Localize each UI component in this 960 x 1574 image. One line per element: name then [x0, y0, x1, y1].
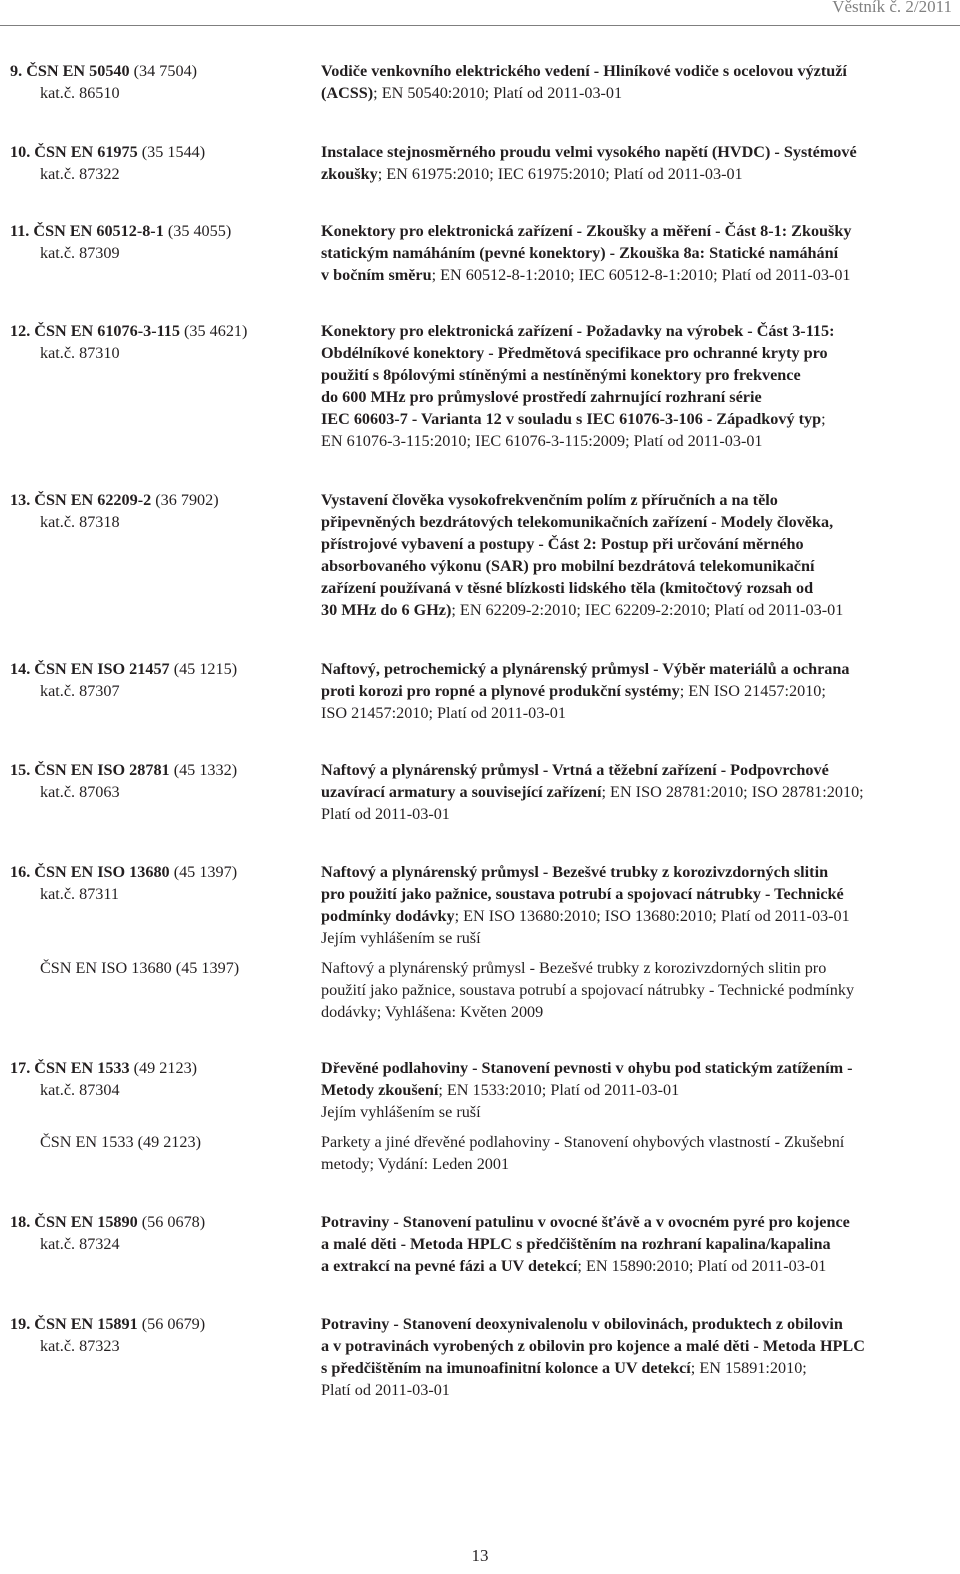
meta-text: ; EN 62209-2:2010; IEC 62209-2:2010; Platí od 2011-03-01 [451, 601, 844, 619]
title-text: pro použití jako pažnice, soustava potrubí a spojovací nátrubky - Technické [321, 885, 844, 903]
standard-code [10, 759, 310, 781]
title-text: Obdélníkové konektory - Předmětová specifikace pro ochranné kryty pro [321, 344, 828, 362]
meta-text: ; EN ISO 21457:2010; [679, 682, 826, 700]
description-line [321, 1255, 951, 1277]
standard-number: 19. ČSN EN 15891 [10, 1315, 138, 1333]
standard-description [321, 141, 951, 185]
standard-description [321, 220, 951, 286]
description-line [321, 1057, 951, 1079]
standard-description [321, 60, 951, 104]
description-line [321, 1379, 951, 1401]
standard-code [10, 1057, 310, 1079]
title-text: a v potravinách vyrobených z obilovin pro kojence a malé děti - Metoda HPLC [321, 1337, 865, 1355]
title-text: použití s 8pólovými stíněnými a nestíněnými konektory pro frekvence [321, 366, 801, 384]
journal-issue-title: Věstník č. 2/2011 [832, 0, 952, 16]
description-line [321, 702, 951, 724]
catalog-number: kat.č. 87322 [40, 165, 120, 183]
title-text: statickým namáháním (pevné konektory) - Zkouška 8a: Statické namáhání [321, 244, 839, 262]
standard-code [10, 861, 310, 883]
standard-code [10, 320, 310, 342]
replaced-standard-description [321, 957, 951, 1023]
catalog-number: kat.č. 87309 [40, 244, 120, 262]
meta-text: Platí od 2011-03-01 [321, 1381, 450, 1399]
title-text: Potraviny - Stanovení deoxynivalenolu v obilovinách, produktech z obilovin [321, 1315, 843, 1333]
description-line [321, 883, 951, 905]
standard-code-column [10, 141, 310, 185]
title-text: Vystavení člověka vysokofrekvenčním polím z příručních a na tělo [321, 491, 778, 509]
description-line [321, 320, 951, 342]
description-line [321, 1079, 951, 1101]
meta-text: ; EN ISO 13680:2010; ISO 13680:2010; Platí od 2011-03-01 [454, 907, 850, 925]
standard-description [321, 658, 951, 724]
title-text: Naftový, petrochemický a plynárenský průmysl - Výběr materiálů a ochrana [321, 660, 850, 678]
class-code: (36 7902) [151, 491, 219, 509]
title-text: zařízení používaná v těsné blízkosti lidského těla (kmitočtový rozsah od [321, 579, 814, 597]
standard-code-column [10, 759, 310, 803]
replaced-description-line: dodávky; Vyhlášena: Květen 2009 [321, 1003, 544, 1021]
description-line [321, 759, 951, 781]
description-line [321, 555, 951, 577]
meta-text: ; EN 61975:2010; IEC 61975:2010; Platí od 2011-03-01 [377, 165, 743, 183]
standard-number: 11. ČSN EN 60512-8-1 [10, 222, 164, 240]
description-line [321, 489, 951, 511]
class-code: (35 4621) [179, 322, 248, 340]
description-line [321, 220, 951, 242]
title-text: a malé děti - Metoda HPLC s předčištěním na rozhraní kapalina/kapalina [321, 1235, 831, 1253]
catalog-number: kat.č. 87304 [40, 1081, 120, 1099]
description-line [321, 1357, 951, 1379]
title-text: Konektory pro elektronická zařízení - Požadavky na výrobek - Část 3-115: [321, 322, 835, 340]
title-text: a extrakcí na pevné fázi a UV detekcí [321, 1257, 578, 1275]
standard-code [10, 1313, 310, 1335]
description-line [321, 163, 951, 185]
class-code: (45 1215) [169, 660, 238, 678]
description-line [321, 1211, 951, 1233]
title-text: Konektory pro elektronická zařízení - Zkoušky a měření - Část 8-1: Zkoušky [321, 222, 852, 240]
title-text: uzavírací armatury a související zařízení [321, 783, 602, 801]
title-text: Vodiče venkovního elektrického vedení - Hliníkové vodiče s ocelovou výztuží [321, 62, 847, 80]
description-line [321, 242, 951, 264]
standard-number: 16. ČSN EN ISO 13680 [10, 863, 170, 881]
catalog-number: kat.č. 87307 [40, 682, 120, 700]
standard-code [10, 220, 310, 242]
description-line [321, 680, 951, 702]
class-code: (49 2123) [129, 1059, 198, 1077]
title-text: připevněných bezdrátových telekomunikačních zařízení - Modely člověka, [321, 513, 834, 531]
title-text: přístrojové vybavení a postupy - Část 2: Postup při určování měrného [321, 535, 804, 553]
standard-code-column [10, 1313, 310, 1357]
title-text: IEC 60603-7 - Varianta 12 v souladu s IEC 61076-3-106 - Západkový typ [321, 410, 822, 428]
replaced-description-line: Parkety a jiné dřevěné podlahoviny - Stanovení ohybových vlastností - Zkušební [321, 1133, 845, 1151]
description-line [321, 803, 951, 825]
standard-code-column [10, 861, 310, 905]
replaced-standard-code [10, 1131, 310, 1153]
standard-description [321, 861, 951, 949]
page-number: 13 [471, 1546, 489, 1565]
title-text: (ACSS) [321, 84, 374, 102]
meta-text: ; EN 1533:2010; Platí od 2011-03-01 [438, 1081, 680, 1099]
description-line [321, 264, 951, 286]
standard-number: 17. ČSN EN 1533 [10, 1059, 130, 1077]
standard-number: 15. ČSN EN ISO 28781 [10, 761, 170, 779]
replaced-standard-code [10, 957, 310, 979]
meta-text: Jejím vyhlášením se ruší [321, 929, 481, 947]
replaced-standard-description [321, 1131, 951, 1175]
description-line [321, 658, 951, 680]
meta-text: EN 61076-3-115:2010; IEC 61076-3-115:2009; Platí od 2011-03-01 [321, 432, 763, 450]
catalog-number: kat.č. 87318 [40, 513, 120, 531]
class-code: (45 1397) [169, 863, 238, 881]
description-line [321, 1233, 951, 1255]
standard-code [10, 1211, 310, 1233]
meta-text: Platí od 2011-03-01 [321, 805, 450, 823]
description-line [321, 905, 951, 927]
title-text: Dřevěné podlahoviny - Stanovení pevnosti v ohybu pod statickým zatížením - [321, 1059, 853, 1077]
description-line [321, 386, 951, 408]
class-code: (34 7504) [129, 62, 198, 80]
standard-code-column [10, 1211, 310, 1255]
replaced-code: ČSN EN ISO 13680 (45 1397) [40, 959, 240, 977]
meta-text: ; [821, 410, 826, 428]
title-text: do 600 MHz pro průmyslové prostředí zahrnující rozhraní série [321, 388, 762, 406]
replaced-description-line: metody; Vydání: Leden 2001 [321, 1155, 510, 1173]
replaced-description-line: Naftový a plynárenský průmysl - Bezešvé trubky z korozivzdorných slitin pro [321, 959, 827, 977]
description-line [321, 927, 951, 949]
replaced-description-line: použití jako pažnice, soustava potrubí a spojovací nátrubky - Technické podmínky [321, 981, 855, 999]
description-line [321, 599, 951, 621]
standard-code-column [10, 489, 310, 533]
standard-description [321, 320, 951, 452]
standard-number: 14. ČSN EN ISO 21457 [10, 660, 170, 678]
title-text: Instalace stejnosměrného proudu velmi vysokého napětí (HVDC) - Systémové [321, 143, 857, 161]
standard-description [321, 1057, 951, 1123]
description-line [321, 511, 951, 533]
description-line [321, 430, 951, 452]
class-code: (35 1544) [137, 143, 206, 161]
description-line [321, 1101, 951, 1123]
standard-code [10, 489, 310, 511]
standard-number: 9. ČSN EN 50540 [10, 62, 130, 80]
header-divider [0, 25, 960, 26]
standard-code-column [10, 220, 310, 264]
standard-number: 10. ČSN EN 61975 [10, 143, 138, 161]
catalog-number: kat.č. 86510 [40, 84, 120, 102]
standard-description [321, 759, 951, 825]
class-code: (45 1332) [169, 761, 238, 779]
title-text: absorbovaného výkonu (SAR) pro mobilní bezdrátová telekomunikační [321, 557, 815, 575]
standard-number: 12. ČSN EN 61076-3-115 [10, 322, 180, 340]
title-text: v bočním směru [321, 266, 432, 284]
title-text: s předčištěním na imunoafinitní kolonce a UV detekcí [321, 1359, 691, 1377]
meta-text: ; EN 50540:2010; Platí od 2011-03-01 [373, 84, 623, 102]
meta-text: ; EN 15891:2010; [690, 1359, 807, 1377]
standard-code-column [10, 1057, 310, 1101]
standard-code-column [10, 320, 310, 364]
description-line [321, 141, 951, 163]
title-text: podmínky dodávky [321, 907, 455, 925]
meta-text: ; EN 15890:2010; Platí od 2011-03-01 [577, 1257, 827, 1275]
description-line [321, 1313, 951, 1335]
class-code: (35 4055) [163, 222, 232, 240]
standard-code [10, 141, 310, 163]
title-text: zkoušky [321, 165, 378, 183]
meta-text: ; EN ISO 28781:2010; ISO 28781:2010; [601, 783, 864, 801]
description-line [321, 60, 951, 82]
title-text: Potraviny - Stanovení patulinu v ovocné šťávě a v ovocném pyré pro kojence [321, 1213, 850, 1231]
standard-description [321, 1313, 951, 1401]
description-line [321, 408, 951, 430]
meta-text: ; EN 60512-8-1:2010; IEC 60512-8-1:2010; Platí od 2011-03-01 [431, 266, 851, 284]
meta-text: Jejím vyhlášením se ruší [321, 1103, 481, 1121]
standard-code-column [10, 658, 310, 702]
description-line [321, 82, 951, 104]
class-code: (56 0679) [137, 1315, 206, 1333]
standard-description [321, 489, 951, 621]
description-line [321, 1335, 951, 1357]
description-line [321, 577, 951, 599]
description-line [321, 533, 951, 555]
title-text: Naftový a plynárenský průmysl - Bezešvé trubky z korozivzdorných slitin [321, 863, 829, 881]
title-text: Naftový a plynárenský průmysl - Vrtná a těžební zařízení - Podpovrchové [321, 761, 829, 779]
standard-number: 18. ČSN EN 15890 [10, 1213, 138, 1231]
replaced-code: ČSN EN 1533 (49 2123) [40, 1133, 201, 1151]
title-text: 30 MHz do 6 GHz) [321, 601, 452, 619]
title-text: proti korozi pro ropné a plynové produkční systémy [321, 682, 680, 700]
standard-code-column [10, 60, 310, 104]
page-header [0, 0, 960, 26]
class-code: (56 0678) [137, 1213, 206, 1231]
description-line [321, 781, 951, 803]
description-line [321, 861, 951, 883]
catalog-number: kat.č. 87063 [40, 783, 120, 801]
description-line [321, 342, 951, 364]
catalog-number: kat.č. 87310 [40, 344, 120, 362]
meta-text: ISO 21457:2010; Platí od 2011-03-01 [321, 704, 566, 722]
title-text: Metody zkoušení [321, 1081, 439, 1099]
standard-code [10, 658, 310, 680]
catalog-number: kat.č. 87311 [40, 885, 119, 903]
standard-code [10, 60, 310, 82]
standard-description [321, 1211, 951, 1277]
standard-number: 13. ČSN EN 62209-2 [10, 491, 152, 509]
catalog-number: kat.č. 87324 [40, 1235, 120, 1253]
catalog-number: kat.č. 87323 [40, 1337, 120, 1355]
description-line [321, 364, 951, 386]
